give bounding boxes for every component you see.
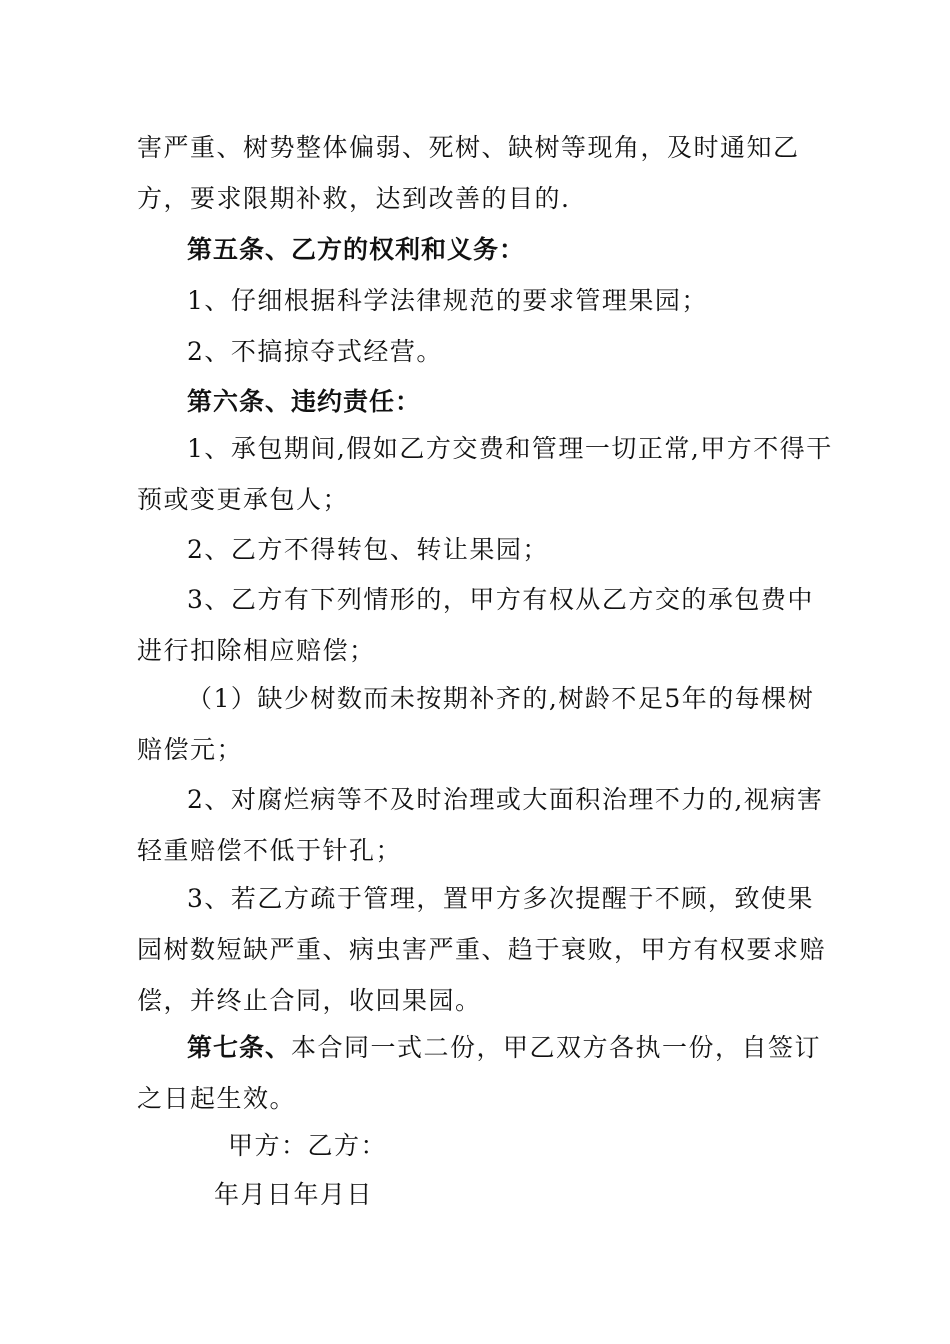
- article-6-heading: 第六条、违约责任：: [187, 387, 422, 416]
- signature-dates: 年月日年月日: [214, 1180, 374, 1209]
- article-7-lead: 第七条、: [187, 1033, 292, 1062]
- article-6-subitem-3: 3、若乙方疏于管理，置甲方多次提醒于不顾，致使果园树数短缺严重、病虫害严重、趋于衰败，甲方有权要求赔偿，并终止合同，收回果园。: [137, 884, 827, 1015]
- article-6-item-1: 1、承包期间,假如乙方交费和管理一切正常,甲方不得干预或变更承包人；: [137, 434, 833, 514]
- article-5-item-1: 1、仔细根据科学法律规范的要求管理果园；: [187, 286, 708, 315]
- article-6-item-2: 2、乙方不得转包、转让果园；: [187, 535, 549, 564]
- article-6-item-3: 3、乙方有下列情形的，甲方有权从乙方交的承包费中进行扣除相应赔偿；: [137, 585, 814, 665]
- article-7-body: 本合同一式二份，甲乙双方各执一份，自签订之日起生效。: [137, 1033, 822, 1113]
- paragraph-continuation: 害严重、树势整体偏弱、死树、缺树等现角，及时通知乙方，要求限期补救，达到改善的目的.: [137, 133, 800, 213]
- signature-parties: 甲方：乙方：: [228, 1131, 388, 1160]
- article-6-subitem-1: （1）缺少树数而未按期补齐的,树龄不足5年的每棵树赔偿元；: [137, 684, 815, 764]
- article-5-heading: 第五条、乙方的权利和义务：: [187, 235, 526, 264]
- article-6-subitem-2: 2、对腐烂病等不及时治理或大面积治理不力的,视病害轻重赔偿不低于针孔；: [137, 785, 824, 865]
- article-7-paragraph: [137, 1022, 837, 1124]
- article-5-item-2: 2、不搞掠夺式经营。: [187, 337, 443, 366]
